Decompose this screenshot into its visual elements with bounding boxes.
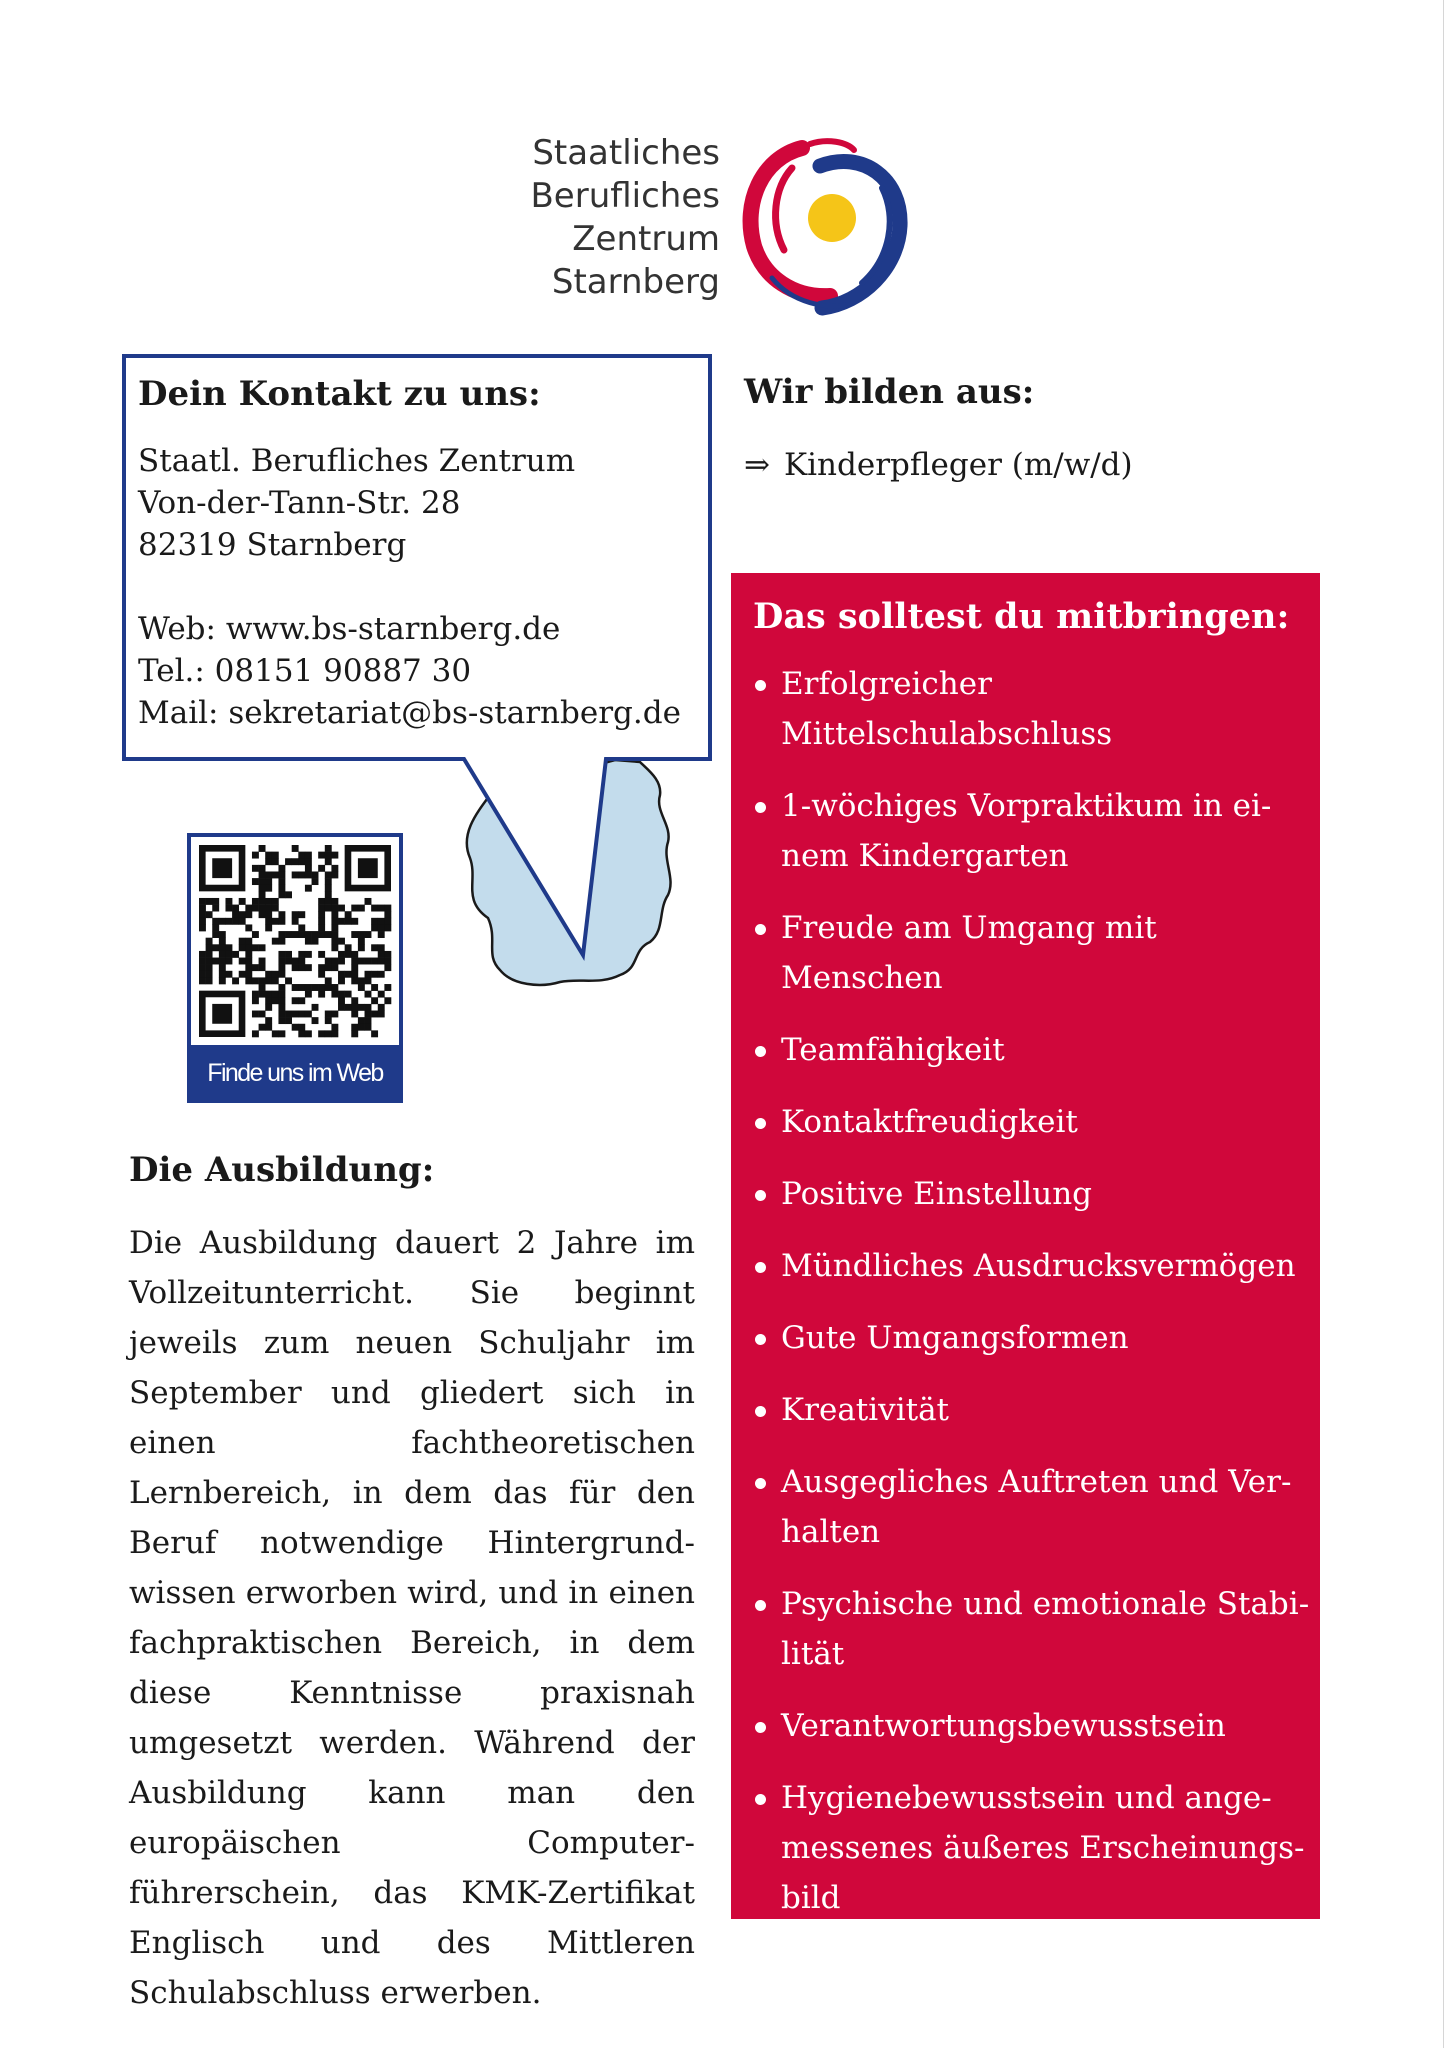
training-item bbox=[744, 444, 1133, 486]
bullet-icon bbox=[755, 1722, 766, 1733]
requirement-item bbox=[751, 1773, 1311, 1923]
requirement-label: Erfolgreicher Mittelschulabschluss bbox=[781, 666, 1113, 752]
qr-code-icon bbox=[191, 837, 399, 1045]
contact-block bbox=[138, 372, 708, 734]
requirement-label: Verantwortungsbewusstsein bbox=[781, 1708, 1226, 1744]
training-title: Wir bilden aus: bbox=[744, 372, 1035, 412]
requirements-panel bbox=[731, 573, 1320, 1988]
requirement-item bbox=[751, 903, 1311, 1003]
requirement-label: Kontaktfreudigkeit bbox=[781, 1104, 1078, 1140]
requirement-item bbox=[751, 1385, 1311, 1435]
requirements-title: Das solltest du mitbringen: bbox=[753, 596, 1290, 637]
address-line: Von-der-Tann-Str. 28 bbox=[138, 485, 461, 521]
bullet-icon bbox=[755, 1046, 766, 1057]
requirement-item bbox=[751, 1169, 1311, 1219]
address-line: 82319 Starnberg bbox=[138, 527, 407, 563]
bullet-icon bbox=[755, 680, 766, 691]
address-line: Staatl. Berufliches Zentrum bbox=[138, 443, 576, 479]
requirement-item bbox=[751, 781, 1311, 881]
contact-web-link[interactable]: Web: www.bs-starnberg.de bbox=[138, 611, 561, 647]
requirement-item bbox=[751, 1025, 1311, 1075]
requirement-label: Hygienebewusstsein und angemessenes äußeres Erscheinungsbild bbox=[781, 1780, 1305, 1916]
logo-line: Staatliches bbox=[532, 133, 720, 173]
requirement-label: Mündliches Ausdrucksvermögen bbox=[781, 1248, 1296, 1284]
bullet-icon bbox=[755, 1118, 766, 1129]
requirement-item bbox=[751, 1945, 1311, 1995]
contact-phone[interactable]: Tel.: 08151 90887 30 bbox=[138, 653, 472, 689]
logo-line: Starnberg bbox=[551, 262, 720, 302]
bullet-icon bbox=[755, 1600, 766, 1611]
ausbildung-title: Die Ausbildung: bbox=[129, 1150, 435, 1190]
requirement-label: Ausgegliches Auftreten und Verhalten bbox=[781, 1464, 1292, 1550]
requirement-item bbox=[751, 1579, 1311, 1679]
requirements-list bbox=[751, 659, 1310, 1995]
logo-line: Zentrum bbox=[572, 219, 720, 259]
training-item-label: Kinderpfleger (m/w/d) bbox=[783, 447, 1133, 483]
qr-caption: Finde uns im Web bbox=[207, 1059, 383, 1087]
requirement-item bbox=[751, 659, 1311, 759]
bullet-icon bbox=[755, 1262, 766, 1273]
requirement-label: Psychische und emotionale Stabilität bbox=[781, 1586, 1310, 1672]
contact-mail-link[interactable]: Mail: sekretariat@bs-starnberg.de bbox=[138, 695, 681, 731]
bullet-icon bbox=[755, 1794, 766, 1805]
bullet-icon bbox=[755, 924, 766, 935]
bullet-icon bbox=[755, 1478, 766, 1489]
requirement-label: 1-wöchiges Vorpraktikum in einem Kindergarten bbox=[781, 788, 1272, 874]
bullet-icon bbox=[755, 1966, 766, 1977]
contact-title: Dein Kontakt zu uns: bbox=[138, 374, 541, 414]
qr-code-card[interactable] bbox=[187, 833, 403, 1103]
requirement-item bbox=[751, 1097, 1311, 1147]
requirement-label: Gute Umgangsformen bbox=[781, 1320, 1129, 1356]
bullet-icon bbox=[755, 1190, 766, 1201]
logo-line: Berufliches bbox=[530, 176, 720, 216]
requirement-item bbox=[751, 1313, 1311, 1363]
requirement-label: Freude am Umgang mit Menschen bbox=[781, 910, 1157, 996]
bullet-icon bbox=[755, 802, 766, 813]
ausbildung-text: Die Ausbildung dauert 2 Jahre im Vollzeitunterricht. Sie beginnt jeweils zum neuen Schuljahr im September und gliedert sich in einen fachtheoretischen Lernbereich, in dem das für den Beruf notwendige Hintergrundwissen erworben wird, und in einen fachpraktischen Bereich, in dem diese Kenntnisse praxisnah umgesetzt werden. Während der Ausbildung kann man den europäischen Computerführerschein, das KMK-Zertifikat Englisch und des Mittleren Schulabschluss erwerben. bbox=[129, 1225, 695, 2011]
requirement-label: Kreativität bbox=[781, 1392, 950, 1428]
requirement-item bbox=[751, 1241, 1311, 1291]
requirement-item bbox=[751, 1701, 1311, 1751]
double-arrow-icon: ⇒ bbox=[744, 447, 770, 483]
requirement-label: Teamfähigkeit bbox=[781, 1032, 1005, 1068]
requirement-item bbox=[751, 1457, 1311, 1557]
bullet-icon bbox=[755, 1406, 766, 1417]
requirement-label: Positive Einstellung bbox=[781, 1176, 1092, 1212]
requirement-label: Flexibilität bbox=[781, 1952, 952, 1988]
bullet-icon bbox=[755, 1334, 766, 1345]
